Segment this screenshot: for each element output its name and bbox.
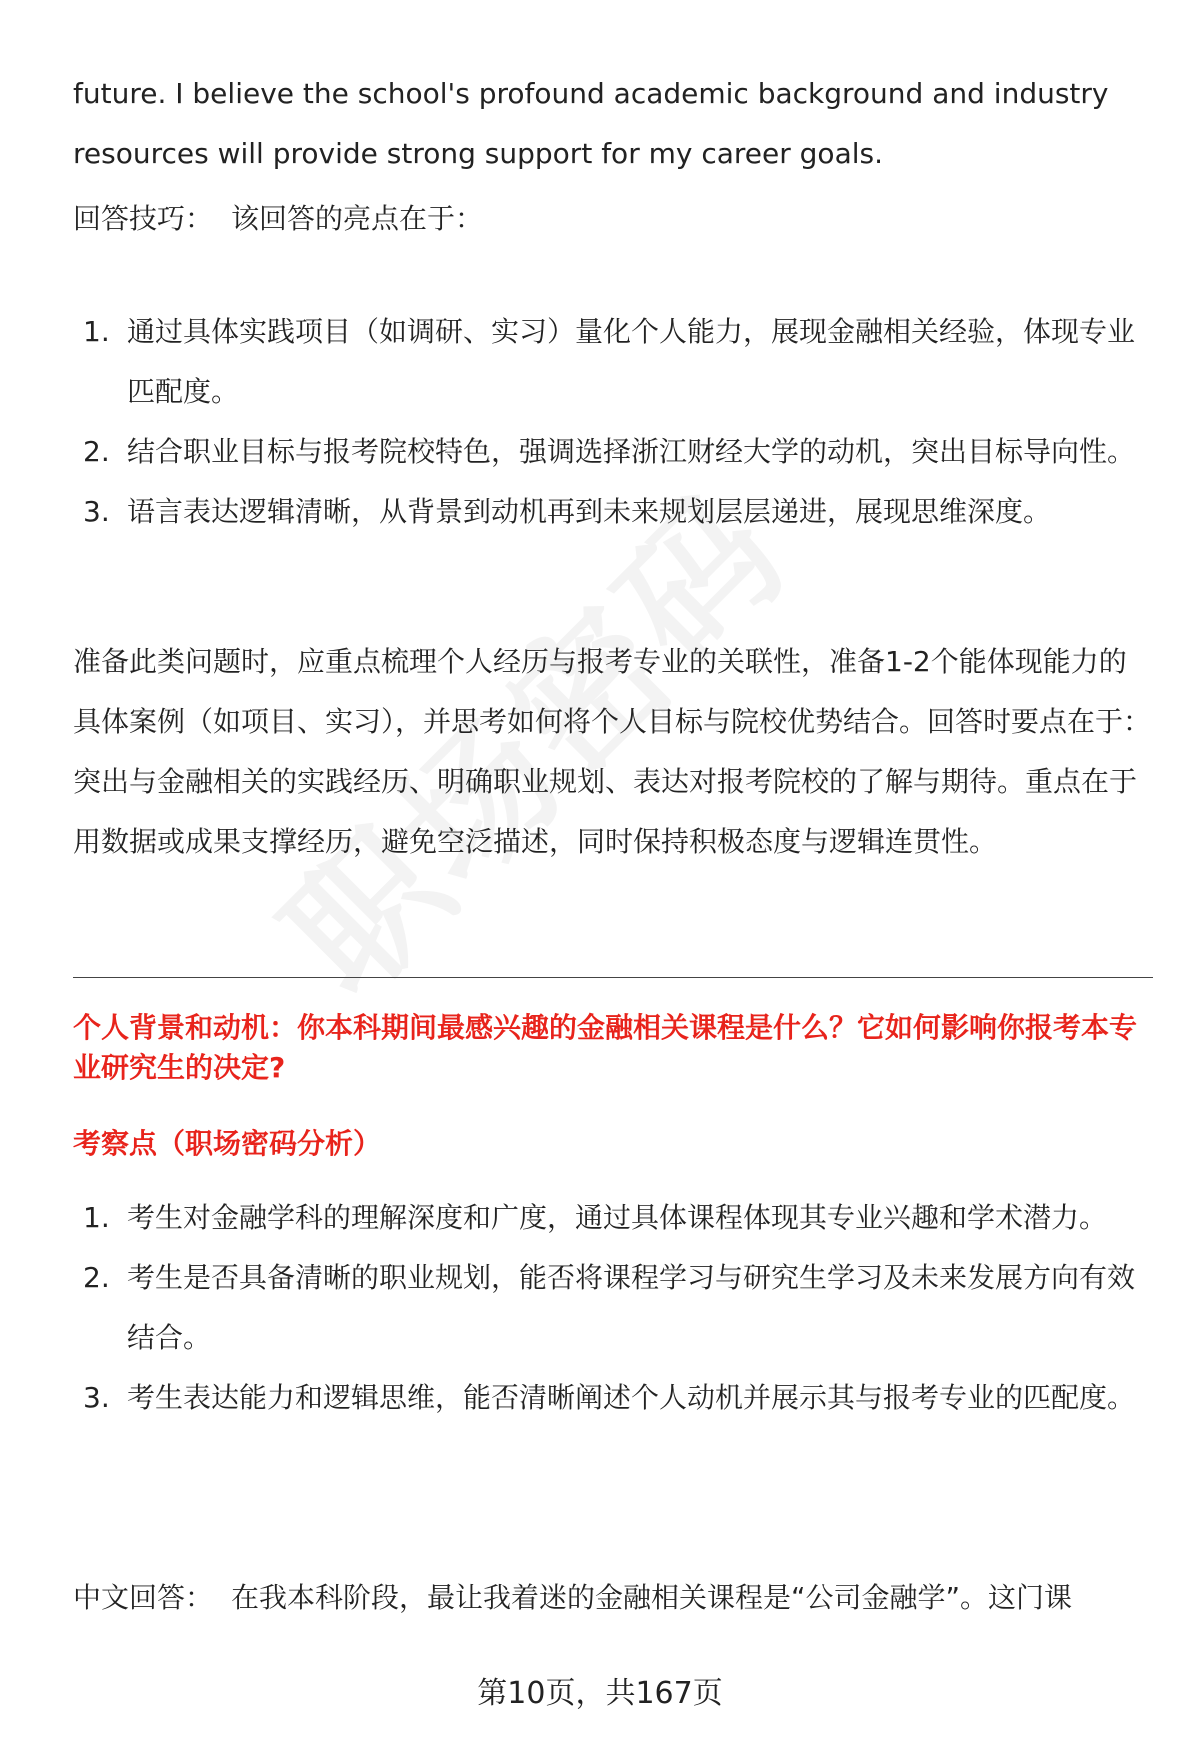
tips-line [73,189,1153,249]
list-item [73,1248,1153,1368]
answer-line [73,1568,1153,1628]
list-text: 考生是否具备清晰的职业规划，能否将课程学习与研究生学习及未来发展方向有效结合。 [127,1261,1136,1354]
answer-label: 中文回答： [73,1581,214,1614]
list-item [73,482,1153,542]
list-number: 3. [83,495,110,528]
tips-text: 该回答的亮点在于： [231,202,484,235]
list-text: 考生对金融学科的理解深度和广度，通过具体课程体现其专业兴趣和学术潜力。 [127,1201,1108,1234]
analysis-list [73,1188,1153,1428]
list-text: 通过具体实践项目（如调研、实习）量化个人能力，展现金融相关经验，体现专业匹配度。 [127,315,1136,408]
tips-label: 回答技巧： [73,202,214,235]
list-item [73,422,1153,482]
list-item [73,302,1153,422]
page-number: 第10页，共167页 [477,1676,723,1711]
list-number: 2. [83,435,110,468]
list-number: 1. [83,1201,110,1234]
prep-paragraph: 准备此类问题时，应重点梳理个人经历与报考专业的关联性，准备1-2个能体现能力的具体案例（如项目、实习），并思考如何将个人目标与院校优势结合。回答时要点在于：突出与金融相关的实践经历、明确职业规划、表达对报考院校的了解与期待。重点在于用数据或成果支撑经历，避免空泛描述，同时保持积极态度与逻辑连贯性。 [73,645,1152,858]
list-text: 结合职业目标与报考院校特色，强调选择浙江财经大学的动机，突出目标导向性。 [127,435,1136,468]
section-divider [73,977,1153,978]
tips-list [73,302,1153,542]
answer-text: 在我本科阶段，最让我着迷的金融相关课程是“公司金融学”。这门课 [231,1581,1073,1614]
list-text: 考生表达能力和逻辑思维，能否清晰阐述个人动机并展示其与报考专业的匹配度。 [127,1381,1136,1414]
list-item [73,1188,1153,1248]
list-text: 语言表达逻辑清晰，从背景到动机再到未来规划层层递进，展现思维深度。 [127,495,1052,528]
list-number: 2. [83,1261,110,1294]
list-number: 3. [83,1381,110,1414]
list-item [73,1368,1153,1428]
question-heading: 个人背景和动机：你本科期间最感兴趣的金融相关课程是什么？它如何影响你报考本专业研究生的决定? [73,1011,1138,1084]
analysis-heading: 考察点（职场密码分析） [73,1127,382,1160]
list-number: 1. [83,315,110,348]
intro-paragraph: future. I believe the school's profound academic background and industry resources will provide strong support for my career goals. [73,77,1109,170]
